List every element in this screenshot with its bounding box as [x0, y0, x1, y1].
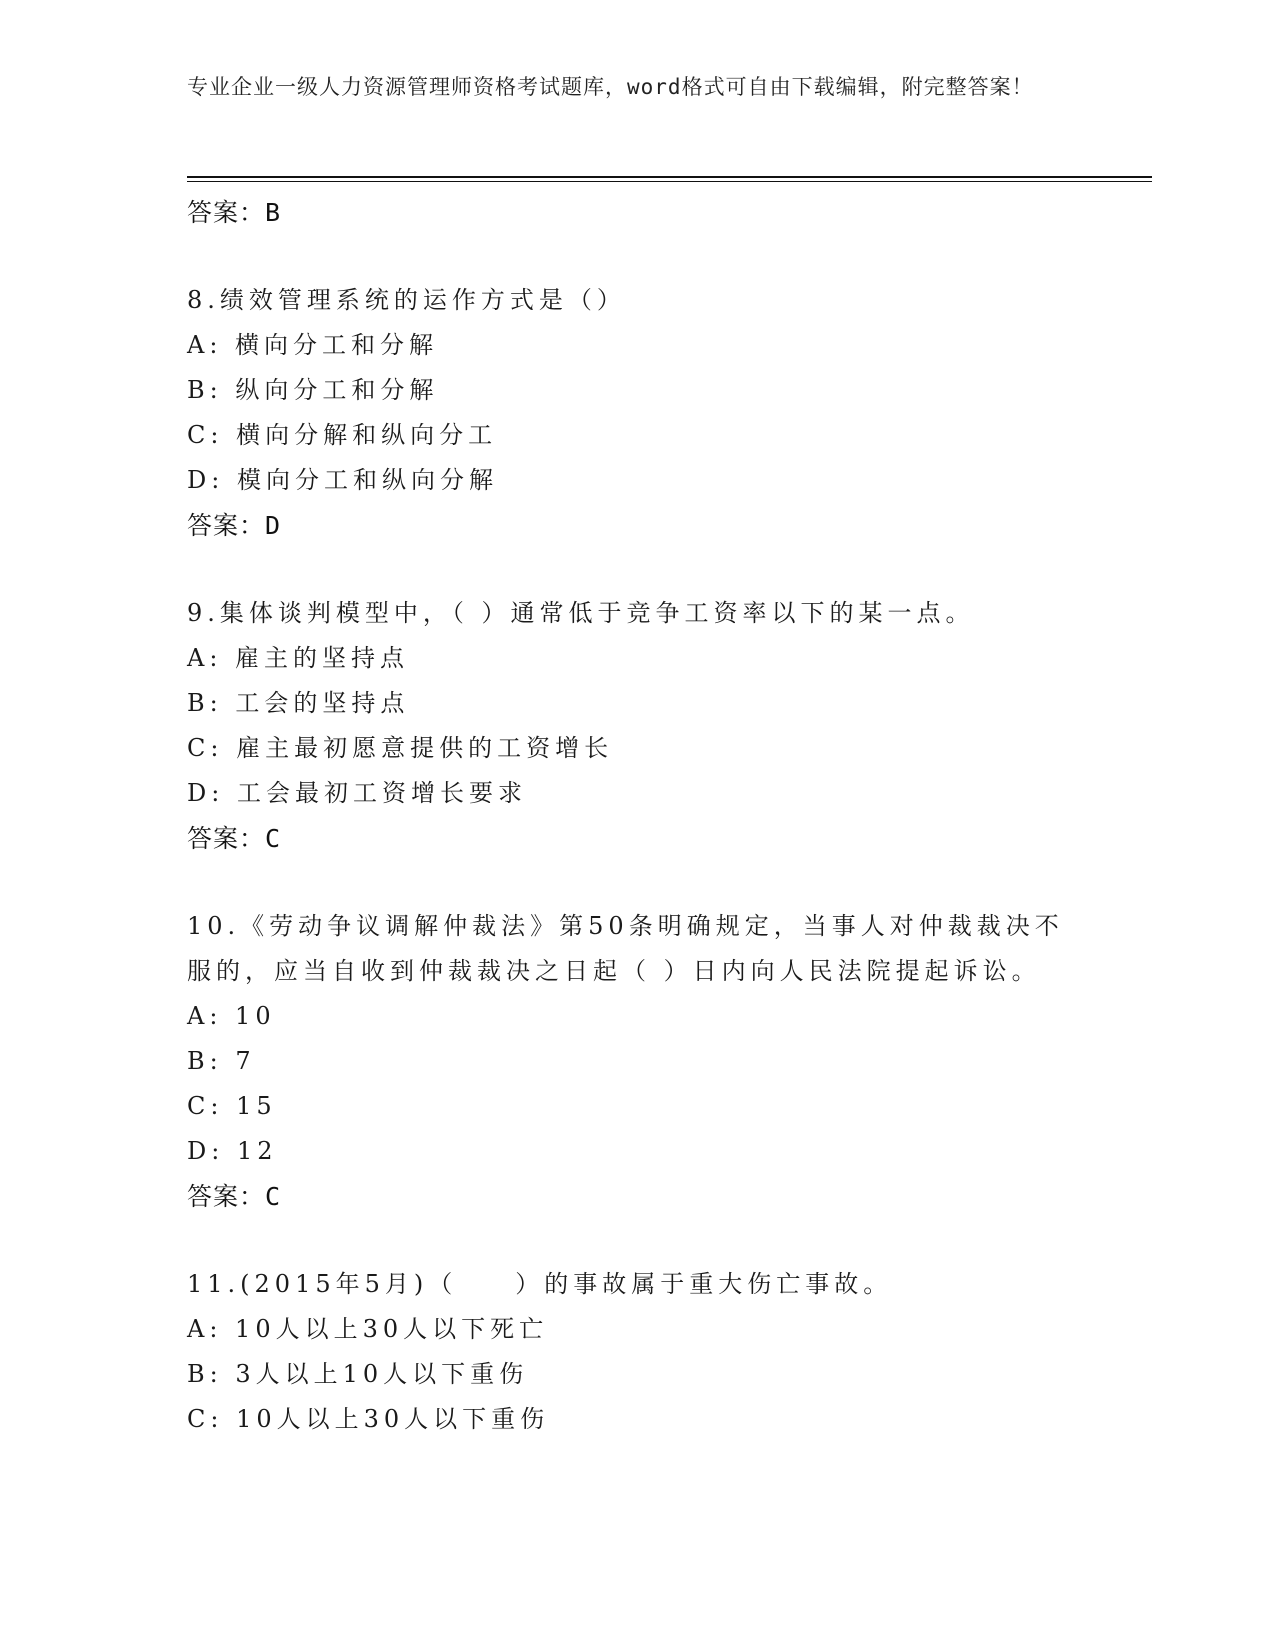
option-d: D: 12 [187, 1137, 278, 1165]
option-a: A: 雇主的坚持点 [187, 644, 410, 672]
document-header: 专业企业一级人力资源管理师资格考试题库，word格式可自由下载编辑，附完整答案！ [187, 75, 1034, 99]
question-list [187, 190, 1087, 1442]
header-divider-thick [187, 176, 1152, 178]
option-c: C: 雇主最初愿意提供的工资增长 [187, 734, 614, 762]
question-11 [187, 1262, 1087, 1442]
option-b: B: 7 [187, 1047, 256, 1075]
question-stem: 10.《劳动争议调解仲裁法》第50条明确规定，当事人对仲裁裁决不服的，应当自收到仲裁裁决之日起（ ）日内向人民法院提起诉讼。 [187, 912, 1064, 985]
option-d: D: 工会最初工资增长要求 [187, 779, 527, 807]
option-c: C: 10人以上30人以下重伤 [187, 1405, 550, 1433]
option-d: D: 模向分工和纵向分解 [187, 466, 498, 494]
question-9 [187, 591, 1087, 861]
question-10 [187, 904, 1087, 1219]
option-a: A: 10 [187, 1002, 276, 1030]
answer-line: 答案：D [187, 511, 282, 540]
answer-line: 答案：B [187, 198, 282, 227]
header-divider-thin [187, 181, 1152, 182]
option-c: C: 15 [187, 1092, 277, 1120]
question-stem: 11.(2015年5月)（ ）的事故属于重大伤亡事故。 [187, 1270, 893, 1298]
question-stem: 8.绩效管理系统的运作方式是（） [187, 286, 626, 314]
question-stem: 9.集体谈判模型中，（ ）通常低于竞争工资率以下的某一点。 [187, 599, 975, 627]
option-b: B: 3人以上10人以下重伤 [187, 1360, 529, 1388]
option-c: C: 横向分解和纵向分工 [187, 421, 498, 449]
answer-line: 答案：C [187, 1182, 282, 1211]
option-b: B: 工会的坚持点 [187, 689, 410, 717]
option-b: B: 纵向分工和分解 [187, 376, 439, 404]
answer-line: 答案：C [187, 824, 282, 853]
option-a: A: 横向分工和分解 [187, 331, 439, 359]
option-a: A: 10人以上30人以下死亡 [187, 1315, 549, 1343]
question-8 [187, 278, 1087, 548]
